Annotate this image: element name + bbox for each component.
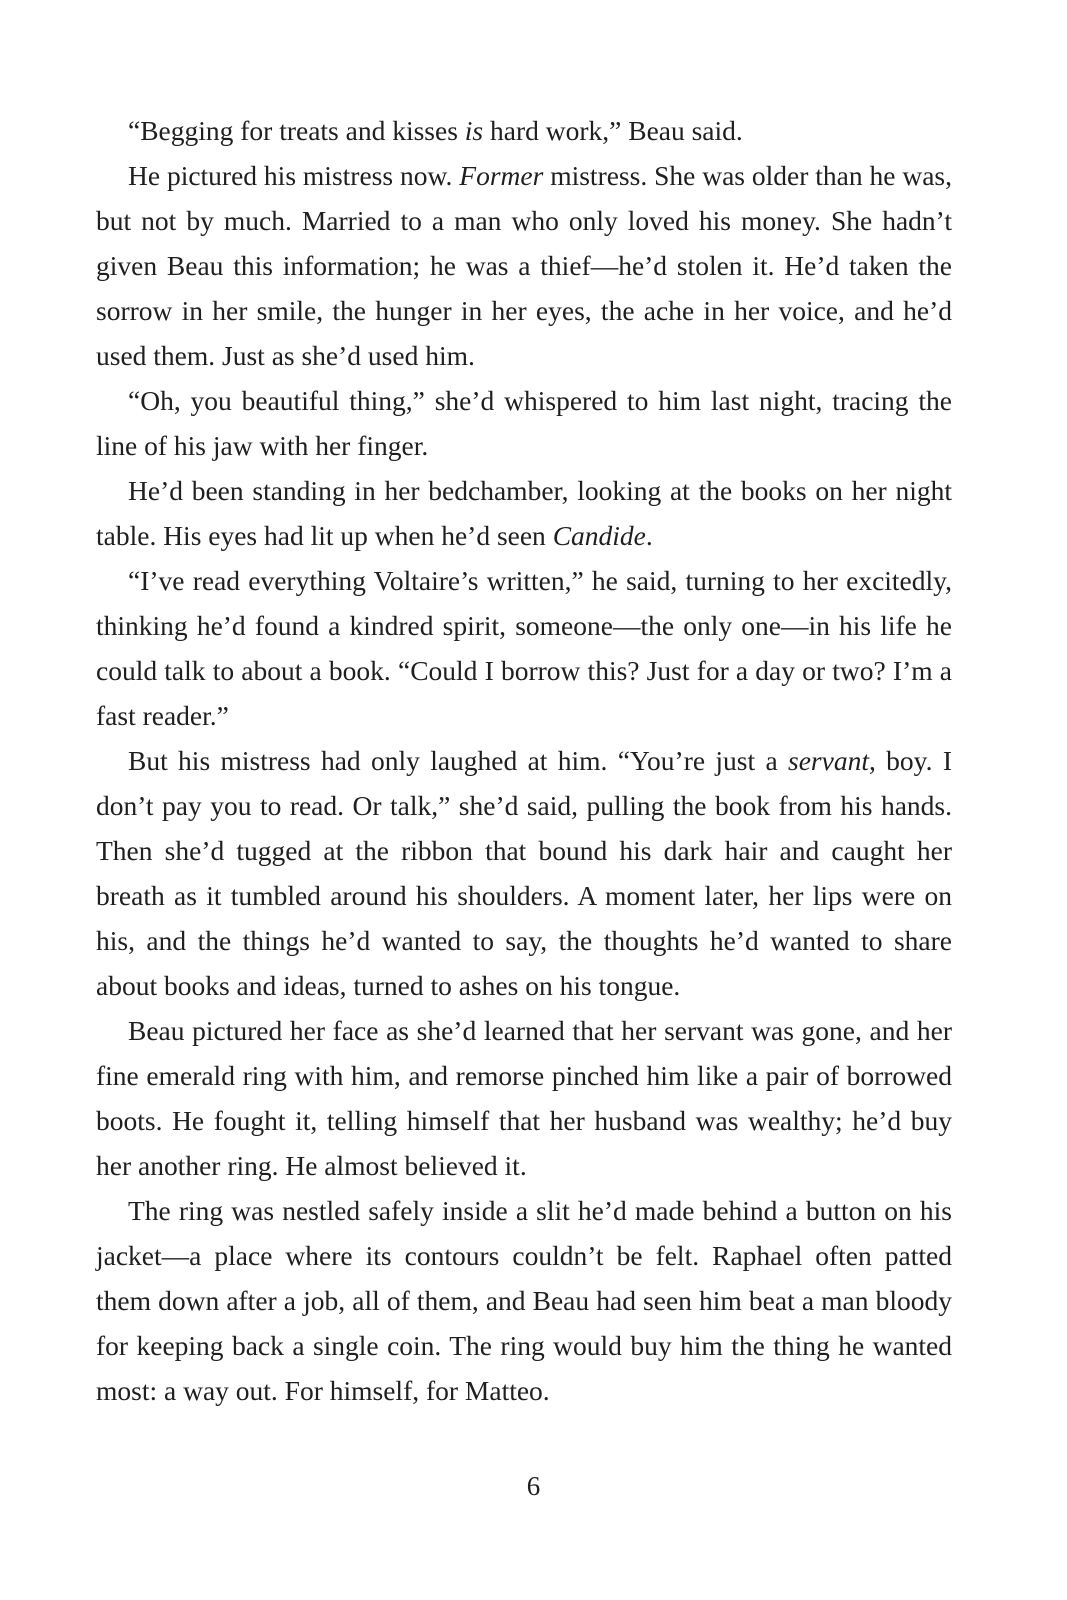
paragraph: [96, 1008, 952, 1188]
paragraph: [96, 558, 952, 738]
paragraph: [96, 153, 952, 378]
text-run: mistress. She was older than he was, but not by much. Married to a man who only loved his money. She hadn’t given Beau this information; he was a thief—he’d stolen it. He’d taken the sorrow in her smile, the hunger in her eyes, the ache in her voice, and he’d used them. Just as she’d used him.: [96, 160, 952, 371]
body-text: [96, 108, 952, 1413]
page-number: 6: [526, 1471, 541, 1501]
text-run: , boy. I don’t pay you to read. Or talk,” she’d said, pulling the book from his hands. Then she’d tugged at the ribbon that bound his dark hair and caught her breath as it tumbled around his shoulders. A moment later, her lips were on his, and the things he’d wanted to say, the thoughts he’d wanted to share about books and ideas, turned to ashes on his tongue.: [96, 745, 952, 1001]
paragraph: [96, 468, 952, 558]
paragraph: [96, 108, 952, 153]
text-run: .: [645, 520, 653, 551]
text-run: “I’ve read everything Voltaire’s written,” he said, turning to her excitedly, thinking he’d found a kindred spirit, someone—the only one—in his life he could talk to about a book. “Could I borrow this? Just for a day or two? I’m a fast reader.”: [96, 565, 952, 731]
text-run: hard work,” Beau said.: [483, 115, 743, 146]
text-run: But his mistress had only laughed at him. “You’re just a: [128, 745, 788, 776]
text-run: He pictured his mistress now.: [128, 160, 460, 191]
italic-text-run: Candide: [552, 520, 646, 551]
italic-text-run: is: [464, 115, 484, 146]
paragraph: [96, 378, 952, 468]
text-run: He’d been standing in her bedchamber, looking at the books on her night table. His eyes had lit up when he’d seen: [96, 475, 952, 551]
italic-text-run: servant: [788, 745, 869, 776]
text-run: “Oh, you beautiful thing,” she’d whispered to him last night, tracing the line of his jaw with her finger.: [96, 385, 952, 461]
paragraph: [96, 1188, 952, 1413]
text-run: The ring was nestled safely inside a slit he’d made behind a button on his jacket—a place where its contours couldn’t be felt. Raphael often patted them down after a job, all of them, and Beau had seen him beat a man bloody for keeping back a single coin. The ring would buy him the thing he wanted most: a way out. For himself, for Matteo.: [96, 1195, 952, 1406]
text-run: “Begging for treats and kisses: [128, 115, 465, 146]
italic-text-run: Former: [459, 160, 544, 191]
text-run: Beau pictured her face as she’d learned that her servant was gone, and her fine emerald ring with him, and remorse pinched him like a pair of borrowed boots. He fought it, telling himself that her husband was wealthy; he’d buy her another ring. He almost believed it.: [96, 1015, 952, 1181]
paragraph: [96, 738, 952, 1008]
